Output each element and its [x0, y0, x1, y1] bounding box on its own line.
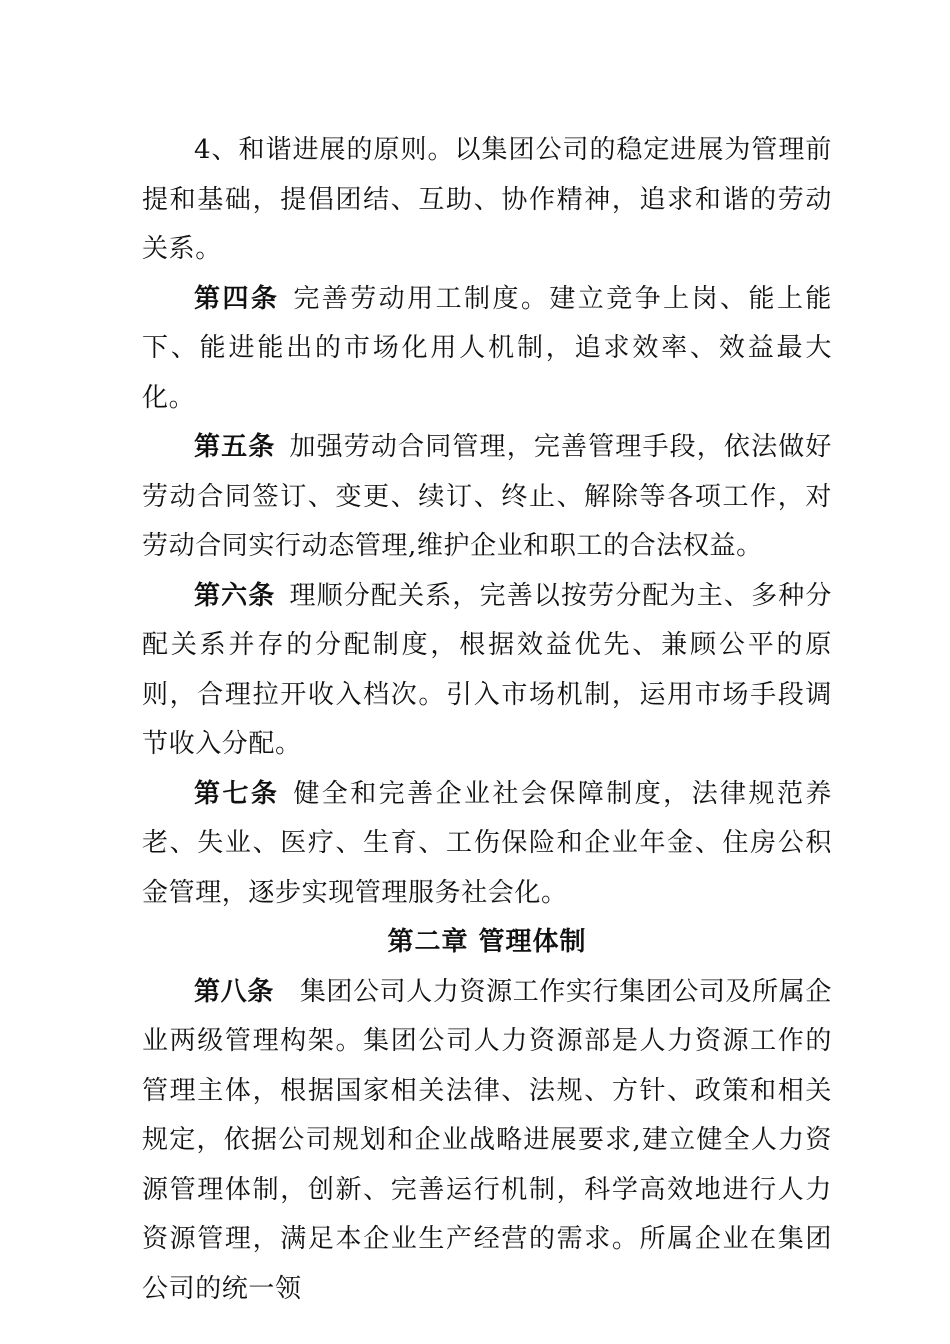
- article-label: 第七条: [194, 778, 280, 809]
- paragraph-text: 4、和谐进展的原则。以集团公司的稳定进展为管理前提和基础，提倡团结、互助、协作精神，追求和谐的劳动关系。: [142, 135, 832, 264]
- article-label: 第八条: [194, 976, 274, 1007]
- article-text: 健全和完善企业社会保障制度，法律规范养老、失业、医疗、生育、工伤保险和企业年金、住房公积金管理，逐步实现管理服务社会化。: [142, 778, 832, 908]
- article-7: [142, 770, 832, 919]
- article-label: 第六条: [194, 580, 276, 611]
- document-body: [142, 126, 832, 1314]
- article-4: [142, 275, 832, 424]
- article-6: [142, 572, 832, 770]
- chapter-heading: 第二章 管理体制: [387, 927, 587, 957]
- article-5: [142, 423, 832, 572]
- article-text: 完善劳动用工制度。建立竞争上岗、能上能下、能进能出的市场化用人机制，追求效率、效益最大化。: [142, 283, 832, 413]
- paragraph-principle-4: [142, 126, 832, 275]
- article-text: 理顺分配关系，完善以按劳分配为主、多种分配关系并存的分配制度，根据效益优先、兼顾公平的原则，合理拉开收入档次。引入市场机制，运用市场手段调节收入分配。: [142, 580, 832, 759]
- article-label: 第五条: [194, 432, 276, 462]
- article-8: [142, 968, 832, 1315]
- article-text: 集团公司人力资源工作实行集团公司及所属企业两级管理构架。集团公司人力资源部是人力资源工作的管理主体，根据国家相关法律、法规、方针、政策和相关规定，依据公司规划和企业战略进展要求,建立健全人力资源管理体制，创新、完善运行机制，科学高效地进行人力资源管理，满足本企业生产经营的需求。所属企业在集团公司的统一领: [142, 976, 832, 1304]
- article-text: 加强劳动合同管理，完善管理手段，依法做好劳动合同签订、变更、续订、终止、解除等各项工作，对劳动合同实行动态管理,维护企业和职工的合法权益。: [142, 432, 832, 561]
- article-label: 第四条: [194, 283, 280, 314]
